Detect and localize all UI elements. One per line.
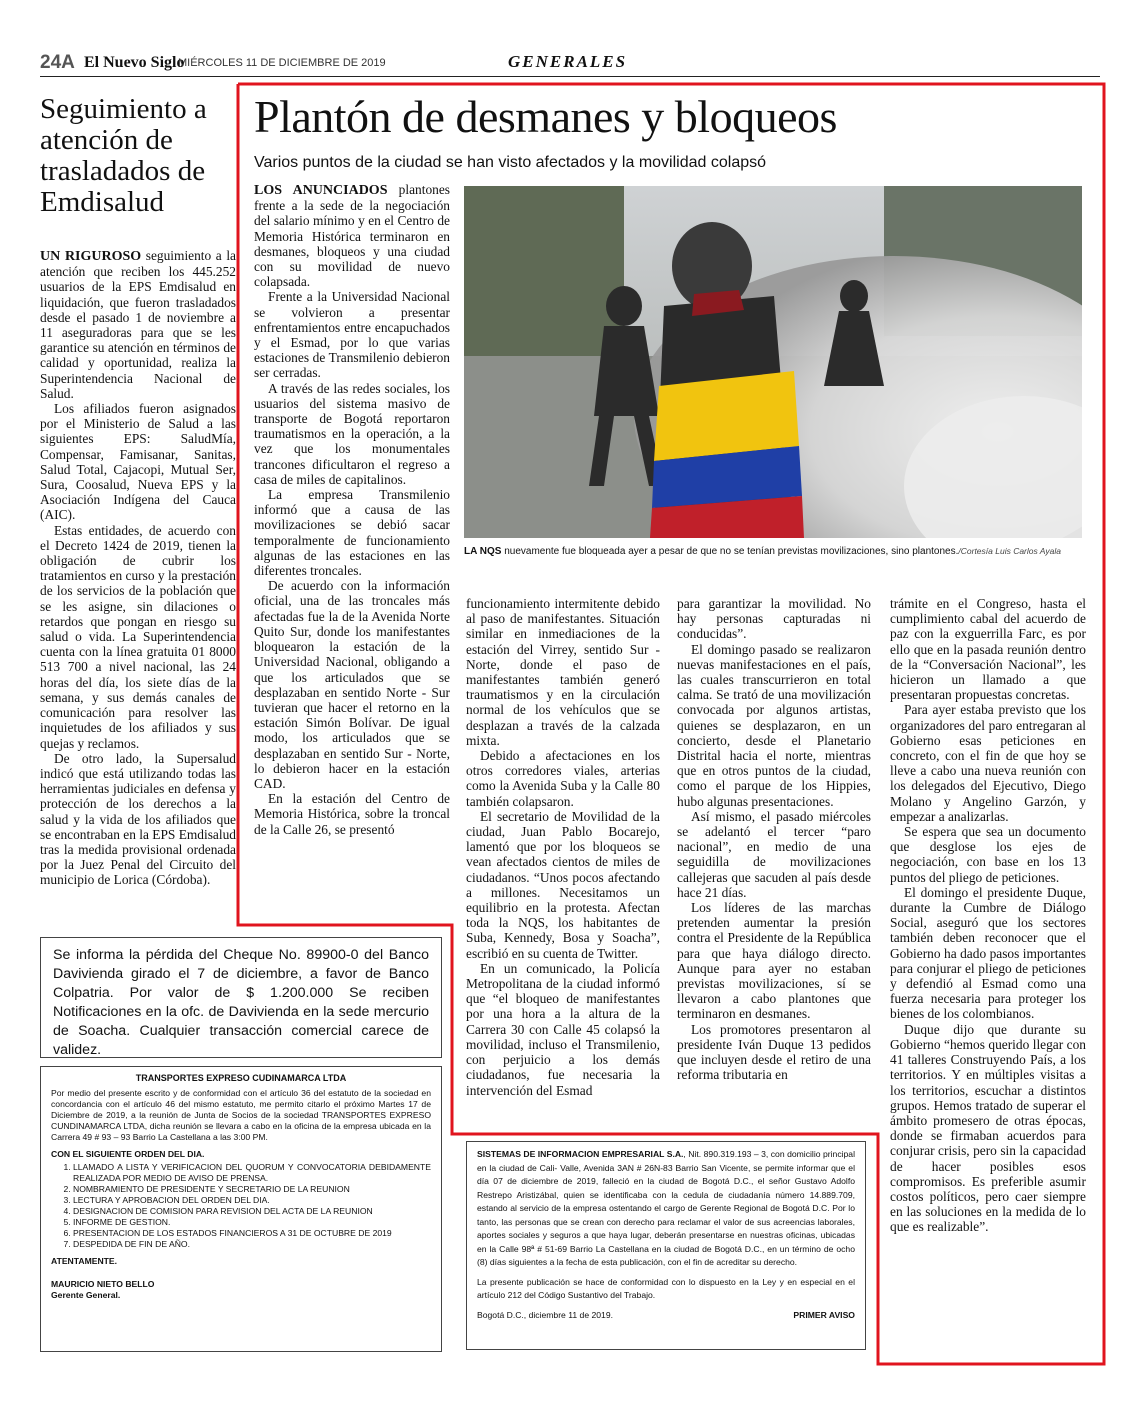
page-number: 24A xyxy=(40,52,75,73)
caption-text: nuevamente fue bloqueada ayer a pesar de que no se tenían previstas movilizaciones, sino plantones. xyxy=(501,546,959,557)
meeting-notice xyxy=(40,1066,442,1352)
signer-name: MAURICIO NIETO BELLO xyxy=(51,1279,155,1289)
agenda-list xyxy=(51,1162,431,1250)
main-article-column-2 xyxy=(466,596,660,1098)
main-article-title: Plantón de desmanes y bloqueos xyxy=(254,91,837,142)
meeting-notice-heading: TRANSPORTES EXPRESO CUDINAMARCA LTDA xyxy=(135,1073,347,1083)
paragraph: trámite en el Congreso, hasta el cumplimiento cabal del acuerdo de paz con la exguerrilla Farc, es por ello que en la pasada reunión dentro de la “Conversación Nacional”, les hicieron un llamado a que presentaran propuestas concretas. xyxy=(890,596,1086,703)
agenda-item: 4. DESIGNACION DE COMISION PARA REVISION DEL ACTA DE LA REUNION xyxy=(73,1206,431,1217)
paragraph: Los promotores presentaron al presidente Iván Duque 13 pedidos que incluyen desde el retiro de una reforma tributaria en xyxy=(677,1021,871,1083)
paragraph: Duque dijo que durante su Gobierno “hemos querido llegar con 41 talleres Construyendo País, a los territorios. Y en múltiples visitas a los territorios, escuchar a distintos grupos. Hemos tratado de superar el ámbito promesero de otras épocas, donde se firmaban acuerdos para conjurar crisis, pero sin la capacidad de hacer posibles esos compromisos. Es preferible asumir costos políticos, pero caer siempre en las soluciones en la medida de lo que es realizable”. xyxy=(890,1021,1086,1235)
paragraph: funcionamiento intermitente debido al paso de manifestantes. Situación similar en inmediaciones de la estación del Virrey, sentido Sur - Norte, donde el paso de manifestantes también generó traumatismos y en la circulación normal de los vehículos que se desplazan a través de la calzada mixta. xyxy=(466,596,660,748)
paragraph: Para ayer estaba previsto que los organizadores del paro entregaran al Gobierno esas peticiones en concreto, con el fin de que hoy se lleve a cabo una nueva reunión con los delegados del Ejecutivo, Diego Molano y Angelino Garzón, y empezar a analizarlas. xyxy=(890,702,1086,824)
notice-tag: PRIMER AVISO xyxy=(793,1309,855,1320)
paragraph: El domingo pasado se realizaron nuevas manifestaciones en el país, las cuales transcurrieron en total calma. Se trató de una movilización convocada por algunos artistas, quienes se desplazaron, en un concierto, desde el Planetario Distrital hacia el norte, mientras que en otros puntos de la ciudad, como el parque de los Hippies, hubo algunas presentaciones. xyxy=(677,641,871,809)
agenda-item: 7. DESPEDIDA DE FIN DE AÑO. xyxy=(73,1239,431,1250)
paragraph: La empresa Transmilenio informó que a causa de las movilizaciones se debió sacar temporalmente de funcionamiento algunas de las estaciones en las diferentes troncales. xyxy=(254,487,450,579)
lost-cheque-notice: Se informa la pérdida del Cheque No. 89900-0 del Banco Davivienda girado el 7 de diciembre, a favor de Banco Colpatria. Por valor de $ 1.200.000 Se reciben Notificaciones en la ofc. de Davivienda en la sede mercurio de Soacha. Cualquier transacción comercial carece de validez. xyxy=(40,937,442,1058)
photo-caption xyxy=(464,544,1080,559)
paragraph: plantones frente a la sede de la negociación del salario mínimo y en el Centro de Memoria Histórica terminaron en desmanes, bloqueos y una ciudad con su movilidad de nuevo colapsada. xyxy=(254,182,450,290)
meeting-notice-intro: Por medio del presente escrito y de conformidad con el artículo 36 del estatuto de la sociedad en concordancia con el artículo 46 del mismo estatuto, me permito citarlo el próximo Martes 17 de Diciembre de 2019, a la reunión de Junta de Socios de la sociedad TRANSPORTES EXPRESO CUNDINAMARCA LTDA, dicha reunión se llevara a cabo en la oficina de la empresa ubicada en la Carrera 49 # 93 – 93 Barrio La Castellana a las 3:00 PM. xyxy=(51,1088,431,1142)
agenda-item: 6. PRESENTACION DE LOS ESTADOS FINANCIEROS A 31 DE OCTUBRE DE 2019 xyxy=(73,1228,431,1239)
paragraph: seguimiento a la atención que reciben los 445.252 usuarios de la EPS Emdisalud en liquidación, que fueron trasladados desde el pasado 1 de noviembre a 11 aseguradoras para que se les garantice su atención en términos de calidad y oportunidad, realiza la Superintendencia Nacional de Salud. xyxy=(40,248,236,401)
paragraph: En la estación del Centro de Memoria Histórica, sobre la troncal de la Calle 26, se presentó xyxy=(254,791,450,837)
left-article-headline: Seguimiento a atención de trasladados de Emdisalud xyxy=(40,93,207,218)
paragraph: Se espera que sea un documento que desglose los ejes de negociación, con base en los 13 puntos del pliego de peticiones. xyxy=(890,824,1086,885)
agenda-item: 2. NOMBRAMIENTO DE PRESIDENTE Y SECRETARIO DE LA REUNION xyxy=(73,1184,431,1195)
paragraph: Frente a la Universidad Nacional se volvieron a presentar enfrentamientos entre encapuchados y el Esmad, por lo que varias estaciones de Transmilenio debieron ser cerradas. xyxy=(254,289,450,381)
paragraph: para garantizar la movilidad. No hay personas capturadas ni conducidas”. xyxy=(677,596,871,642)
paragraph: Debido a afectaciones en los otros corredores viales, arterias como la Avenida Suba y la Calle 80 también colapsaron. xyxy=(466,748,660,809)
closing: ATENTAMENTE. xyxy=(51,1256,118,1266)
paragraph: Los líderes de las marchas pretenden aumentar la presión contra el Presidente de la República para que haya diálogo directo. Aunque para ayer no estaban previstas movilizaciones, sí se llevaron a cabo plantones que terminaron en desmanes. xyxy=(677,900,871,1022)
signer-role: Gerente General. xyxy=(51,1290,121,1300)
main-article-subtitle: Varios puntos de la ciudad se han visto afectados y la movilidad colapsó xyxy=(254,154,767,171)
paragraph: Estas entidades, de acuerdo con el Decreto 1424 de 2019, tienen la obligación de cubrir los tratamientos en curso y la prestación de los servicios de la población que se les asigne, sin dilaciones o retardos que pongan en riesgo su salud o vida. La Superintendencia cuenta con la línea gratuita 01 8000 513 700 a nivel nacional, las 24 horas del día, los siete días de la semana, y sus demás canales de comunicación para resolver las inquietudes de los afiliados y sus quejas y reclamos. xyxy=(40,522,236,751)
main-article-column-1 xyxy=(254,182,450,837)
place-date: Bogotá D.C., diciembre 11 de 2019. xyxy=(477,1309,613,1320)
issue-date: MIÉRCOLES 11 DE DICIEMBRE DE 2019 xyxy=(178,57,386,69)
paragraph: De otro lado, la Supersalud indicó que está utilizando todas las herramientas judiciales en defensa y protección de los derechos a la salud y la vida de los afiliados que se encontraban en la EPS Emdisalud tras la medida provisional ordenada por la Juez Penal del Circuito del municipio de Lorica (Córdoba). xyxy=(40,750,236,888)
agenda-item: 3. LECTURA Y APROBACION DEL ORDEN DEL DIA. xyxy=(73,1195,431,1206)
paragraph: En un comunicado, la Policía Metropolitana de la ciudad informó que “el bloqueo de manifestantes por una hora a la altura de la Carrera 30 con Calle 45 colapsó la movilidad, incluso el Transmilenio, con perjuicio a los demás ciudadanos, fue necesaria la intervención del Esmad xyxy=(466,960,660,1098)
paragraph: Los afiliados fueron asignados por el Ministerio de Salud a las siguientes EPS: SaludMía, Compensar, Famisanar, Sanitas, Salud Total, Cajacopi, Mutual Ser, Sura, Coosalud, Nueva EPS y la Asociación Indígena del Cauca (AIC). xyxy=(40,401,236,523)
protest-photo xyxy=(464,186,1082,538)
agenda-title: CON EL SIGUIENTE ORDEN DEL DIA. xyxy=(51,1149,205,1159)
paragraph: De acuerdo con la información oficial, una de las troncales más afectadas fue la de la Avenida Norte Quito Sur, donde los manifestantes bloquearon la estación de la Universidad Nacional, obligando a que los articulados que se desplazaban en sentido Norte - Sur tuvieran que hacer el retorno en la estación Simón Bolívar. De igual modo, los articulados que se desplazaban en sentido Sur - Norte, lo debieron hacer en la estación CAD. xyxy=(254,578,450,791)
lead-in: UN RIGUROSO xyxy=(40,249,142,264)
death-notice-footer xyxy=(477,1309,855,1323)
main-article-column-4 xyxy=(890,596,1086,1235)
death-notice xyxy=(466,1141,866,1350)
paragraph: A través de las redes sociales, los usuarios del sistema masivo de transporte de Bogotá reportaron traumatismos en la operación, a la vez que los monumentales trancones dificultaron el regreso a casa de miles de capitalinos. xyxy=(254,380,450,487)
legal-note: La presente publicación se hace de conformidad con lo dispuesto en la Ley y en especial en el artículo 212 del Código Sustantivo del Trabajo. xyxy=(477,1276,855,1300)
paragraph: El domingo el presidente Duque, durante la Cumbre de Diálogo Social, aseguró que los sectores también deben reconocer que el Gobierno ha dado pasos importantes para conjurar el pliego de peticiones y defendió al Esmad como una fuerza necesaria para proteger los bienes de los colombianos. xyxy=(890,884,1086,1022)
lead-in: LOS ANUNCIADOS xyxy=(254,183,388,198)
agenda-item: 5. INFORME DE GESTION. xyxy=(73,1217,431,1228)
section-name: GENERALES xyxy=(508,52,628,71)
paragraph: El secretario de Movilidad de la ciudad, Juan Pablo Bocarejo, lamentó que por los bloqueos se vean afectados cientos de miles de ciudadanos. “Unos pocos afectando a millones. Necesitamos un equilibrio en la protesta. Afectan toda la NQS, los habitantes de Suba, Kennedy, Bosa y Soacha”, escribió en su cuenta de Twitter. xyxy=(466,808,660,961)
caption-credit: /Cortesía Luis Carlos Ayala xyxy=(958,546,1061,556)
agenda-item: 1. LLAMADO A LISTA Y VERIFICACION DEL QUORUM Y CONVOCATORIA DEBIDAMENTE REALIZADA POR MEDIO DE AVISO DE PRENSA. xyxy=(73,1162,431,1184)
death-notice-text: , Nit. 890.319.193 – 3, con domicilio principal en la ciudad de Cali- Valle, Avenida 3AN # 26N-83 Barrio San Vicente, se permite informar que el día 07 de diciembre de 2019, falleció en la ciudad de Bogotá D.C., el señor Gustavo Adolfo Restrepo Aristizábal, quien se identificaba con la cedula de ciudadanía número 14.889.709, estando al servicio de la empresa ostentando el cargo de Gerente Regional de Bogotá D.C. Por lo tanto, las personas que se crean con derecho para reclamar el valor de sus acreencias laborales, aportes sociales y seguros a que haya lugar, deberán presentarse en nuestras oficinas, ubicadas en la Calle 98ª # 51-69 Barrio La Castellana en la ciudad de Bogotá D.C., en un término de ocho (8) días siguientes a la fecha de esta publicación, con el fin de acreditar su derecho. xyxy=(477,1149,855,1267)
caption-lead: LA NQS xyxy=(464,546,502,557)
paragraph: Así mismo, el pasado miércoles se adelantó el tercer “paro nacional”, en medio de una seguidilla de movilizaciones callejeras que sacuden al país desde hace 21 días. xyxy=(677,808,871,900)
main-article-column-3 xyxy=(677,596,871,1083)
protest-photo-illustration xyxy=(464,186,1082,538)
newspaper-name: El Nuevo Siglo xyxy=(84,54,185,71)
company-name: SISTEMAS DE INFORMACION EMPRESARIAL S.A. xyxy=(477,1149,684,1159)
